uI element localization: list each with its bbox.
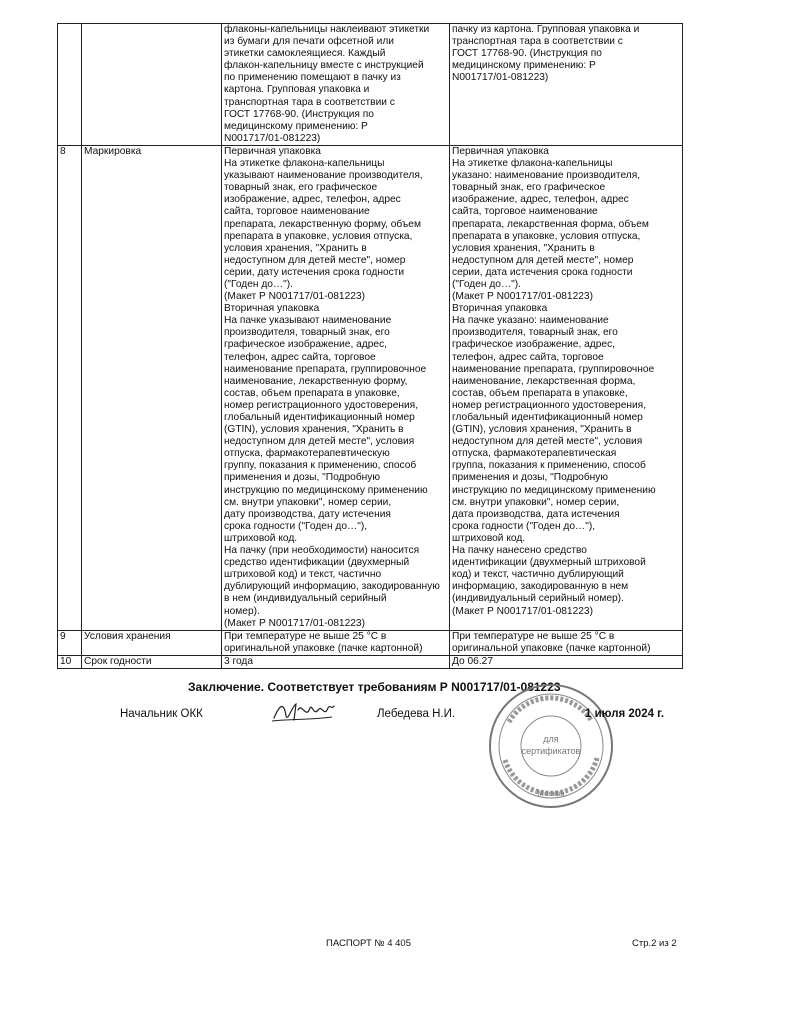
- text-line: На этикетке флакона-капельницы: [224, 158, 385, 170]
- text-line: отпуска, фармакотерапевтическую: [224, 448, 390, 460]
- stamp-bottom-text: Москва: [537, 789, 565, 798]
- row-parameter-name: [82, 655, 222, 668]
- stamp-center-line-1: для: [543, 734, 559, 744]
- text-line: отпуска, фармакотерапевтическая: [452, 448, 617, 460]
- row-number: [58, 145, 82, 630]
- text-line: недоступном для детей месте", номер: [224, 254, 406, 266]
- handwritten-signature: [270, 696, 338, 726]
- text-line: дату производства, дату истечения: [224, 508, 391, 520]
- text-line: указывают наименование производителя,: [224, 170, 423, 182]
- text-line: телефон, адрес сайта, торговое: [224, 351, 376, 363]
- text-line: информацию, закодированную в нем: [452, 581, 629, 593]
- text-line: изображение, адрес, телефон, адрес: [224, 194, 401, 206]
- text-line: инструкцию по медицинскому применению: [224, 484, 428, 496]
- text-line: 3 года: [224, 655, 254, 667]
- text-line: На пачку (при необходимости) наносится: [224, 545, 420, 557]
- text-line: (индивидуальный серийный номер).: [452, 593, 624, 605]
- text-line: телефон, адрес сайта, торговое: [452, 351, 604, 363]
- signatory-position: Начальник ОКК: [120, 708, 203, 720]
- text-line: дата производства, дата истечения: [452, 508, 620, 520]
- text-line: N001717/01-081223): [224, 132, 321, 144]
- text-line: Вторичная упаковка: [452, 303, 548, 315]
- text-line: штриховой код.: [452, 532, 526, 544]
- text-line: номер регистрационного удостоверения,: [452, 399, 647, 411]
- text-line: флакон-капельницу вместе с инструкцией: [224, 60, 424, 72]
- text-line: идентификации (двухмерный штриховой: [452, 557, 646, 569]
- text-line: серии, дату истечения срока годности: [224, 266, 405, 278]
- text-line: На пачку нанесено средство: [452, 545, 587, 557]
- text-line: медицинскому применению: Р: [452, 60, 596, 72]
- row-parameter-name: [82, 145, 222, 630]
- text-line: Вторичная упаковка: [224, 303, 320, 315]
- text-line: состав, объем препарата в упаковке,: [224, 387, 400, 399]
- cell-text: Условия хранения: [84, 630, 171, 642]
- row-actual-text: [450, 655, 683, 668]
- text-line: состав, объем препарата в упаковке,: [452, 387, 628, 399]
- row-number: [58, 630, 82, 655]
- signature-date: 1 июля 2024 г.: [585, 708, 665, 720]
- text-line: (Макет Р N001717/01-081223): [452, 291, 593, 303]
- text-line: наименование, лекарственная форма,: [452, 375, 636, 387]
- cell-text: 9: [60, 630, 66, 642]
- text-line: сайта, торговое наименование: [452, 206, 598, 218]
- text-line: До 06.27: [452, 655, 494, 667]
- text-line: ГОСТ 17768-90. (Инструкция по: [452, 48, 602, 60]
- row-actual-text: [450, 24, 683, 146]
- text-line: На этикетке флакона-капельницы: [452, 158, 613, 170]
- text-line: номер регистрационного удостоверения,: [224, 399, 419, 411]
- text-line: препарата, лекарственную форму, объем: [224, 218, 421, 230]
- row-parameter-name: [82, 630, 222, 655]
- text-line: (Макет Р N001717/01-081223): [224, 617, 365, 629]
- text-line: Первичная упаковка: [452, 145, 549, 157]
- text-line: медицинскому применению: Р: [224, 120, 368, 132]
- text-line: см. внутри упаковки", номер серии,: [224, 496, 392, 508]
- text-line: штриховой код.: [224, 532, 298, 544]
- text-line: сайта, торговое наименование: [224, 206, 370, 218]
- text-line: оригинальной упаковке (пачке картонной): [452, 642, 651, 654]
- text-line: в нем (индивидуальный серийный: [224, 593, 387, 605]
- text-line: группу, показания к применению, способ: [224, 460, 417, 472]
- text-line: применения и дозы, "Подробную: [452, 472, 609, 484]
- text-line: производителя, товарный знак, его: [452, 327, 618, 339]
- text-line: средство идентификации (двухмерный: [224, 557, 410, 569]
- text-line: условия хранения, "Хранить в: [452, 242, 595, 254]
- row-number: [58, 24, 82, 146]
- row-number: [58, 655, 82, 668]
- text-line: производителя, товарный знак, его: [224, 327, 390, 339]
- text-line: пачку из картона. Групповая упаковка и: [452, 24, 640, 35]
- table-row: [58, 24, 683, 146]
- row-requirement-text: [222, 630, 450, 655]
- text-line: глобальный идентификационный номер: [224, 412, 415, 423]
- table-body: [58, 24, 683, 669]
- row-requirement-text: [222, 655, 450, 668]
- text-line: транспортная тара в соответствии с: [452, 36, 623, 48]
- text-line: При температуре не выше 25 °С в: [224, 630, 387, 642]
- cell-text: Маркировка: [84, 145, 142, 157]
- text-line: глобальный идентификационный номер: [452, 412, 643, 423]
- text-line: изображение, адрес, телефон, адрес: [452, 194, 629, 206]
- text-line: наименование препарата, группировочное: [224, 363, 427, 375]
- text-line: недоступном для детей месте", номер: [452, 254, 634, 266]
- text-line: товарный знак, его графическое: [224, 182, 378, 194]
- text-line: по применению помещают в пачку из: [224, 72, 401, 84]
- text-line: срока годности ("Годен до…"),: [224, 520, 368, 532]
- text-line: инструкцию по медицинскому применению: [452, 484, 656, 496]
- conclusion: Заключение. Соответствует требованиям Р N001717/01-081223: [188, 680, 561, 694]
- text-line: транспортная тара в соответствии с: [224, 96, 395, 108]
- text-line: (Макет Р N001717/01-081223): [224, 291, 365, 303]
- text-line: ("Годен до…").: [224, 278, 293, 290]
- text-line: (GTIN), условия хранения, "Хранить в: [224, 424, 404, 436]
- text-line: картона. Групповая упаковка и: [224, 84, 370, 96]
- page-number: Стр.2 из 2: [632, 938, 677, 949]
- row-requirement-text: [222, 145, 450, 630]
- text-line: наименование, лекарственную форму,: [224, 375, 408, 387]
- table-row: [58, 655, 683, 668]
- text-line: N001717/01-081223): [452, 72, 549, 84]
- text-line: условия хранения, "Хранить в: [224, 242, 367, 254]
- text-line: применения и дозы, "Подробную: [224, 472, 381, 484]
- text-line: срока годности ("Годен до…"),: [452, 520, 596, 532]
- specification-table: [57, 23, 683, 669]
- text-line: При температуре не выше 25 °С в: [452, 630, 615, 642]
- passport-number: ПАСПОРТ № 4 405: [326, 938, 411, 949]
- text-line: недоступном для детей месте", условия: [452, 436, 643, 448]
- text-line: серии, дата истечения срока годности: [452, 266, 633, 278]
- text-line: ГОСТ 17768-90. (Инструкция по: [224, 108, 374, 120]
- text-line: дублирующий информацию, закодированную: [224, 581, 440, 593]
- text-line: код) и текст, частично дублирующий: [452, 569, 624, 581]
- signatory-name: Лебедева Н.И.: [377, 708, 456, 720]
- cell-text: Срок годности: [84, 655, 152, 667]
- text-line: штриховой код) и текст, частично: [224, 569, 382, 581]
- text-line: (Макет Р N001717/01-081223): [452, 605, 593, 617]
- text-line: недоступном для детей месте", условия: [224, 436, 415, 448]
- text-line: графическое изображение, адрес,: [224, 339, 387, 351]
- cell-text: 8: [60, 145, 66, 157]
- cell-text: 10: [60, 655, 72, 667]
- text-line: препарата, лекарственная форма, объем: [452, 218, 649, 230]
- row-actual-text: [450, 145, 683, 630]
- text-line: препарата в упаковке, условия отпуска,: [452, 230, 641, 242]
- text-line: оригинальной упаковке (пачке картонной): [224, 642, 423, 654]
- text-line: флаконы-капельницы наклеивают этикетки: [224, 24, 430, 35]
- text-line: номер).: [224, 605, 260, 617]
- row-parameter-name: [82, 24, 222, 146]
- table-row: [58, 145, 683, 630]
- text-line: указано: наименование производителя,: [452, 170, 641, 182]
- official-stamp: [487, 682, 615, 810]
- text-line: Первичная упаковка: [224, 145, 321, 157]
- text-line: препарата в упаковке, условия отпуска,: [224, 230, 413, 242]
- row-actual-text: [450, 630, 683, 655]
- stamp-center-line-2: сертификатов: [521, 746, 581, 756]
- table-row: [58, 630, 683, 655]
- text-line: графическое изображение, адрес,: [452, 339, 615, 351]
- text-line: На пачке указано: наименование: [452, 315, 609, 327]
- text-line: группа, показания к применению, способ: [452, 460, 646, 472]
- text-line: см. внутри упаковки", номер серии,: [452, 496, 620, 508]
- text-line: ("Годен до…").: [452, 278, 521, 290]
- row-requirement-text: [222, 24, 450, 146]
- text-line: товарный знак, его графическое: [452, 182, 606, 194]
- text-line: наименование препарата, группировочное: [452, 363, 655, 375]
- text-line: этикетки самоклеящиеся. Каждый: [224, 48, 386, 60]
- text-line: На пачке указывают наименование: [224, 315, 392, 327]
- text-line: из бумаги для печати офсетной или: [224, 36, 394, 48]
- text-line: (GTIN), условия хранения, "Хранить в: [452, 424, 632, 436]
